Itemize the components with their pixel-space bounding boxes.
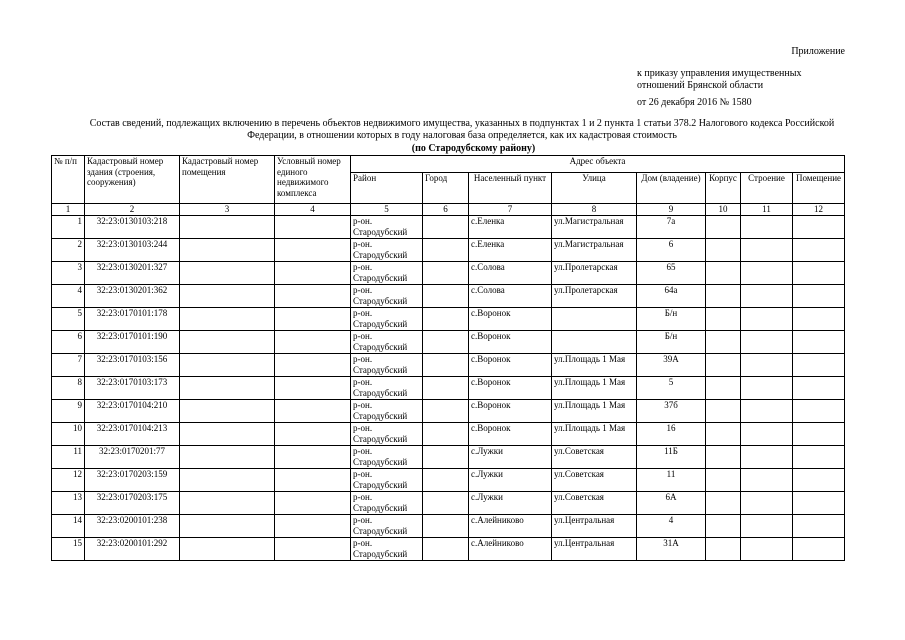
cell-cadastral-number-building: 32:23:0130201:327: [85, 262, 180, 285]
table-row: [52, 331, 845, 354]
cell-conditional-number: [275, 285, 351, 308]
cell-room: [793, 446, 845, 469]
cell-house-number: Б/н: [637, 308, 706, 331]
cell-house-number: 64а: [637, 285, 706, 308]
cell-building: [741, 400, 793, 423]
table-row: [52, 308, 845, 331]
cell-cadastral-number-room: [180, 331, 275, 354]
cell-city: [423, 354, 469, 377]
cell-building: [741, 239, 793, 262]
cell-room: [793, 308, 845, 331]
cell-city: [423, 492, 469, 515]
cell-street: [552, 308, 637, 331]
cell-street: ул.Магистральная: [552, 216, 637, 239]
cell-building: [741, 515, 793, 538]
table-row: [52, 262, 845, 285]
cell-building: [741, 492, 793, 515]
cell-district: р-он. Стародубский: [351, 216, 423, 239]
cell-district: р-он. Стародубский: [351, 262, 423, 285]
cell-korpus: [706, 538, 741, 561]
cell-city: [423, 331, 469, 354]
cell-district: р-он. Стародубский: [351, 492, 423, 515]
cell-street: ул.Советская: [552, 492, 637, 515]
cell-building: [741, 377, 793, 400]
col-header-address: Адрес объекта: [351, 156, 845, 173]
cell-house-number: 7а: [637, 216, 706, 239]
cell-room: [793, 515, 845, 538]
cell-house-number: 6: [637, 239, 706, 262]
cell-street: ул.Советская: [552, 446, 637, 469]
cell-korpus: [706, 377, 741, 400]
cell-district: р-он. Стародубский: [351, 400, 423, 423]
column-number: 3: [180, 204, 275, 216]
cell-korpus: [706, 262, 741, 285]
cell-conditional-number: [275, 308, 351, 331]
cell-street: ул.Советская: [552, 469, 637, 492]
column-number: 9: [637, 204, 706, 216]
cell-cadastral-number-building: 32:23:0200101:292: [85, 538, 180, 561]
cell-cadastral-number-building: 32:23:0170101:190: [85, 331, 180, 354]
cell-locality: с.Воронок: [469, 400, 552, 423]
cell-cadastral-number-building: 32:23:0170203:159: [85, 469, 180, 492]
cell-korpus: [706, 400, 741, 423]
cell-conditional-number: [275, 354, 351, 377]
cell-room: [793, 285, 845, 308]
cell-row-number: 2: [52, 239, 85, 262]
cell-cadastral-number-room: [180, 216, 275, 239]
cell-cadastral-number-room: [180, 354, 275, 377]
col-header-cad-room: Кадастровый номер помещения: [180, 156, 275, 204]
cell-room: [793, 469, 845, 492]
cell-korpus: [706, 308, 741, 331]
cell-district: р-он. Стародубский: [351, 446, 423, 469]
appendix-label: Приложение: [791, 46, 845, 57]
cell-house-number: 39А: [637, 354, 706, 377]
cell-conditional-number: [275, 538, 351, 561]
cell-locality: с.Еленка: [469, 239, 552, 262]
cell-locality: с.Лужки: [469, 446, 552, 469]
cell-locality: с.Еленка: [469, 216, 552, 239]
cell-house-number: 11Б: [637, 446, 706, 469]
cell-cadastral-number-room: [180, 262, 275, 285]
cell-cadastral-number-building: 32:23:0170203:175: [85, 492, 180, 515]
col-header-cond-number: Условный номер единого недвижимого комплекса: [275, 156, 351, 204]
cell-room: [793, 331, 845, 354]
cell-district: р-он. Стародубский: [351, 538, 423, 561]
cell-row-number: 11: [52, 446, 85, 469]
cell-cadastral-number-room: [180, 469, 275, 492]
cell-conditional-number: [275, 400, 351, 423]
cell-conditional-number: [275, 423, 351, 446]
cell-cadastral-number-room: [180, 538, 275, 561]
cell-building: [741, 285, 793, 308]
cell-cadastral-number-building: 32:23:0170103:156: [85, 354, 180, 377]
cell-building: [741, 446, 793, 469]
cell-street: [552, 331, 637, 354]
cell-cadastral-number-room: [180, 308, 275, 331]
cell-locality: с.Лужки: [469, 492, 552, 515]
cell-house-number: 5: [637, 377, 706, 400]
column-number: 7: [469, 204, 552, 216]
cell-cadastral-number-room: [180, 285, 275, 308]
cell-city: [423, 423, 469, 446]
column-number: 12: [793, 204, 845, 216]
column-number: 6: [423, 204, 469, 216]
table-row: [52, 446, 845, 469]
cell-row-number: 15: [52, 538, 85, 561]
cell-cadastral-number-building: 32:23:0130103:244: [85, 239, 180, 262]
cell-row-number: 9: [52, 400, 85, 423]
cell-cadastral-number-room: [180, 239, 275, 262]
cell-house-number: 37б: [637, 400, 706, 423]
cell-korpus: [706, 331, 741, 354]
cell-korpus: [706, 469, 741, 492]
cell-building: [741, 308, 793, 331]
cell-cadastral-number-building: 32:23:0130201:362: [85, 285, 180, 308]
cell-room: [793, 538, 845, 561]
cell-district: р-он. Стародубский: [351, 239, 423, 262]
col-header-district: Район: [351, 173, 423, 204]
cell-korpus: [706, 239, 741, 262]
cell-locality: с.Воронок: [469, 308, 552, 331]
col-header-korpus: Корпус: [706, 173, 741, 204]
order-date: от 26 декабря 2016 № 1580: [637, 97, 752, 108]
cell-city: [423, 285, 469, 308]
cell-conditional-number: [275, 216, 351, 239]
cell-city: [423, 446, 469, 469]
column-number: 1: [52, 204, 85, 216]
cell-street: ул.Центральная: [552, 538, 637, 561]
table-row: [52, 354, 845, 377]
cell-district: р-он. Стародубский: [351, 423, 423, 446]
cell-cadastral-number-building: 32:23:0170103:173: [85, 377, 180, 400]
cell-house-number: 6А: [637, 492, 706, 515]
cell-house-number: Б/н: [637, 331, 706, 354]
cell-cadastral-number-room: [180, 377, 275, 400]
cell-room: [793, 492, 845, 515]
order-reference-line2: отношений Брянской области: [637, 80, 764, 91]
cell-conditional-number: [275, 469, 351, 492]
cell-room: [793, 377, 845, 400]
cell-house-number: 16: [637, 423, 706, 446]
column-number: 2: [85, 204, 180, 216]
cell-district: р-он. Стародубский: [351, 308, 423, 331]
cell-city: [423, 239, 469, 262]
col-header-city: Город: [423, 173, 469, 204]
cell-locality: с.Алейниково: [469, 538, 552, 561]
cell-locality: с.Лужки: [469, 469, 552, 492]
cell-locality: с.Воронок: [469, 331, 552, 354]
cell-building: [741, 354, 793, 377]
cell-cadastral-number-building: 32:23:0170201:77: [85, 446, 180, 469]
cell-locality: с.Алейниково: [469, 515, 552, 538]
table-row: [52, 469, 845, 492]
cell-korpus: [706, 354, 741, 377]
cell-street: ул.Центральная: [552, 515, 637, 538]
cell-korpus: [706, 515, 741, 538]
cell-street: ул.Площадь 1 Мая: [552, 377, 637, 400]
cell-cadastral-number-room: [180, 446, 275, 469]
cell-cadastral-number-building: 32:23:0200101:238: [85, 515, 180, 538]
cell-korpus: [706, 216, 741, 239]
cell-street: ул.Площадь 1 Мая: [552, 354, 637, 377]
table-row: [52, 239, 845, 262]
col-header-locality: Населенный пункт: [469, 173, 552, 204]
cell-building: [741, 469, 793, 492]
cell-room: [793, 239, 845, 262]
cell-city: [423, 308, 469, 331]
cell-row-number: 10: [52, 423, 85, 446]
cell-house-number: 31А: [637, 538, 706, 561]
cell-conditional-number: [275, 262, 351, 285]
column-number: 11: [741, 204, 793, 216]
order-reference-line1: к приказу управления имущественных: [637, 68, 802, 79]
column-number: 4: [275, 204, 351, 216]
cell-korpus: [706, 423, 741, 446]
column-number-row: [52, 204, 845, 216]
cell-row-number: 13: [52, 492, 85, 515]
cell-district: р-он. Стародубский: [351, 331, 423, 354]
cell-room: [793, 400, 845, 423]
table-row: [52, 492, 845, 515]
cell-row-number: 3: [52, 262, 85, 285]
cell-street: ул.Площадь 1 Мая: [552, 423, 637, 446]
cell-district: р-он. Стародубский: [351, 469, 423, 492]
cell-conditional-number: [275, 492, 351, 515]
cell-korpus: [706, 492, 741, 515]
table-row: [52, 216, 845, 239]
cell-district: р-он. Стародубский: [351, 515, 423, 538]
col-header-street: Улица: [552, 173, 637, 204]
cell-row-number: 5: [52, 308, 85, 331]
cell-cadastral-number-room: [180, 400, 275, 423]
cell-cadastral-number-room: [180, 515, 275, 538]
cell-city: [423, 377, 469, 400]
cell-locality: с.Воронок: [469, 354, 552, 377]
cell-cadastral-number-room: [180, 423, 275, 446]
cell-district: р-он. Стародубский: [351, 285, 423, 308]
table-row: [52, 377, 845, 400]
table-row: [52, 538, 845, 561]
cell-city: [423, 538, 469, 561]
cell-house-number: 65: [637, 262, 706, 285]
cell-building: [741, 423, 793, 446]
cell-room: [793, 216, 845, 239]
cell-row-number: 4: [52, 285, 85, 308]
cell-conditional-number: [275, 239, 351, 262]
cell-room: [793, 354, 845, 377]
col-header-house: Дом (владение): [637, 173, 706, 204]
cell-room: [793, 262, 845, 285]
cell-conditional-number: [275, 377, 351, 400]
table-body: [52, 216, 845, 561]
cell-row-number: 12: [52, 469, 85, 492]
cell-house-number: 4: [637, 515, 706, 538]
cell-locality: с.Солова: [469, 262, 552, 285]
cell-building: [741, 538, 793, 561]
cell-row-number: 1: [52, 216, 85, 239]
cell-cadastral-number-building: 32:23:0170101:178: [85, 308, 180, 331]
col-header-room: Помещение: [793, 173, 845, 204]
cell-cadastral-number-building: 32:23:0130103:218: [85, 216, 180, 239]
col-header-num: № п/п: [52, 156, 85, 204]
cell-city: [423, 262, 469, 285]
cell-city: [423, 400, 469, 423]
cell-district: р-он. Стародубский: [351, 354, 423, 377]
cell-row-number: 8: [52, 377, 85, 400]
column-number: 5: [351, 204, 423, 216]
district-subtitle: (по Стародубскому району): [411, 143, 536, 154]
col-header-cad-building: Кадастровый номер здания (строения, сооружения): [85, 156, 180, 204]
cell-street: ул.Пролетарская: [552, 285, 637, 308]
cell-street: ул.Площадь 1 Мая: [552, 400, 637, 423]
cell-locality: с.Воронок: [469, 377, 552, 400]
cell-house-number: 11: [637, 469, 706, 492]
col-header-building: Строение: [741, 173, 793, 204]
cell-city: [423, 469, 469, 492]
cell-locality: с.Воронок: [469, 423, 552, 446]
cell-room: [793, 423, 845, 446]
cell-building: [741, 331, 793, 354]
cell-cadastral-number-building: 32:23:0170104:210: [85, 400, 180, 423]
cell-conditional-number: [275, 331, 351, 354]
cell-building: [741, 216, 793, 239]
cell-conditional-number: [275, 515, 351, 538]
cell-locality: с.Солова: [469, 285, 552, 308]
table-row: [52, 423, 845, 446]
property-table: [51, 155, 845, 561]
cell-row-number: 14: [52, 515, 85, 538]
cell-row-number: 7: [52, 354, 85, 377]
cell-building: [741, 262, 793, 285]
cell-city: [423, 216, 469, 239]
cell-district: р-он. Стародубский: [351, 377, 423, 400]
cell-row-number: 6: [52, 331, 85, 354]
column-number: 8: [552, 204, 637, 216]
cell-street: ул.Магистральная: [552, 239, 637, 262]
column-number: 10: [706, 204, 741, 216]
table-row: [52, 285, 845, 308]
cell-city: [423, 515, 469, 538]
table-row: [52, 400, 845, 423]
cell-conditional-number: [275, 446, 351, 469]
cell-korpus: [706, 285, 741, 308]
document-intro: Состав сведений, подлежащих включению в перечень объектов недвижимого имущества, указанных в подпунктах 1 и 2 пункта 1 статьи 378.2 Налогового кодекса Российской Федерации, в отношении которых в году налоговая база определяется, как их кадастровая стоимость: [89, 118, 835, 141]
cell-street: ул.Пролетарская: [552, 262, 637, 285]
cell-cadastral-number-room: [180, 492, 275, 515]
table-row: [52, 515, 845, 538]
cell-korpus: [706, 446, 741, 469]
cell-cadastral-number-building: 32:23:0170104:213: [85, 423, 180, 446]
